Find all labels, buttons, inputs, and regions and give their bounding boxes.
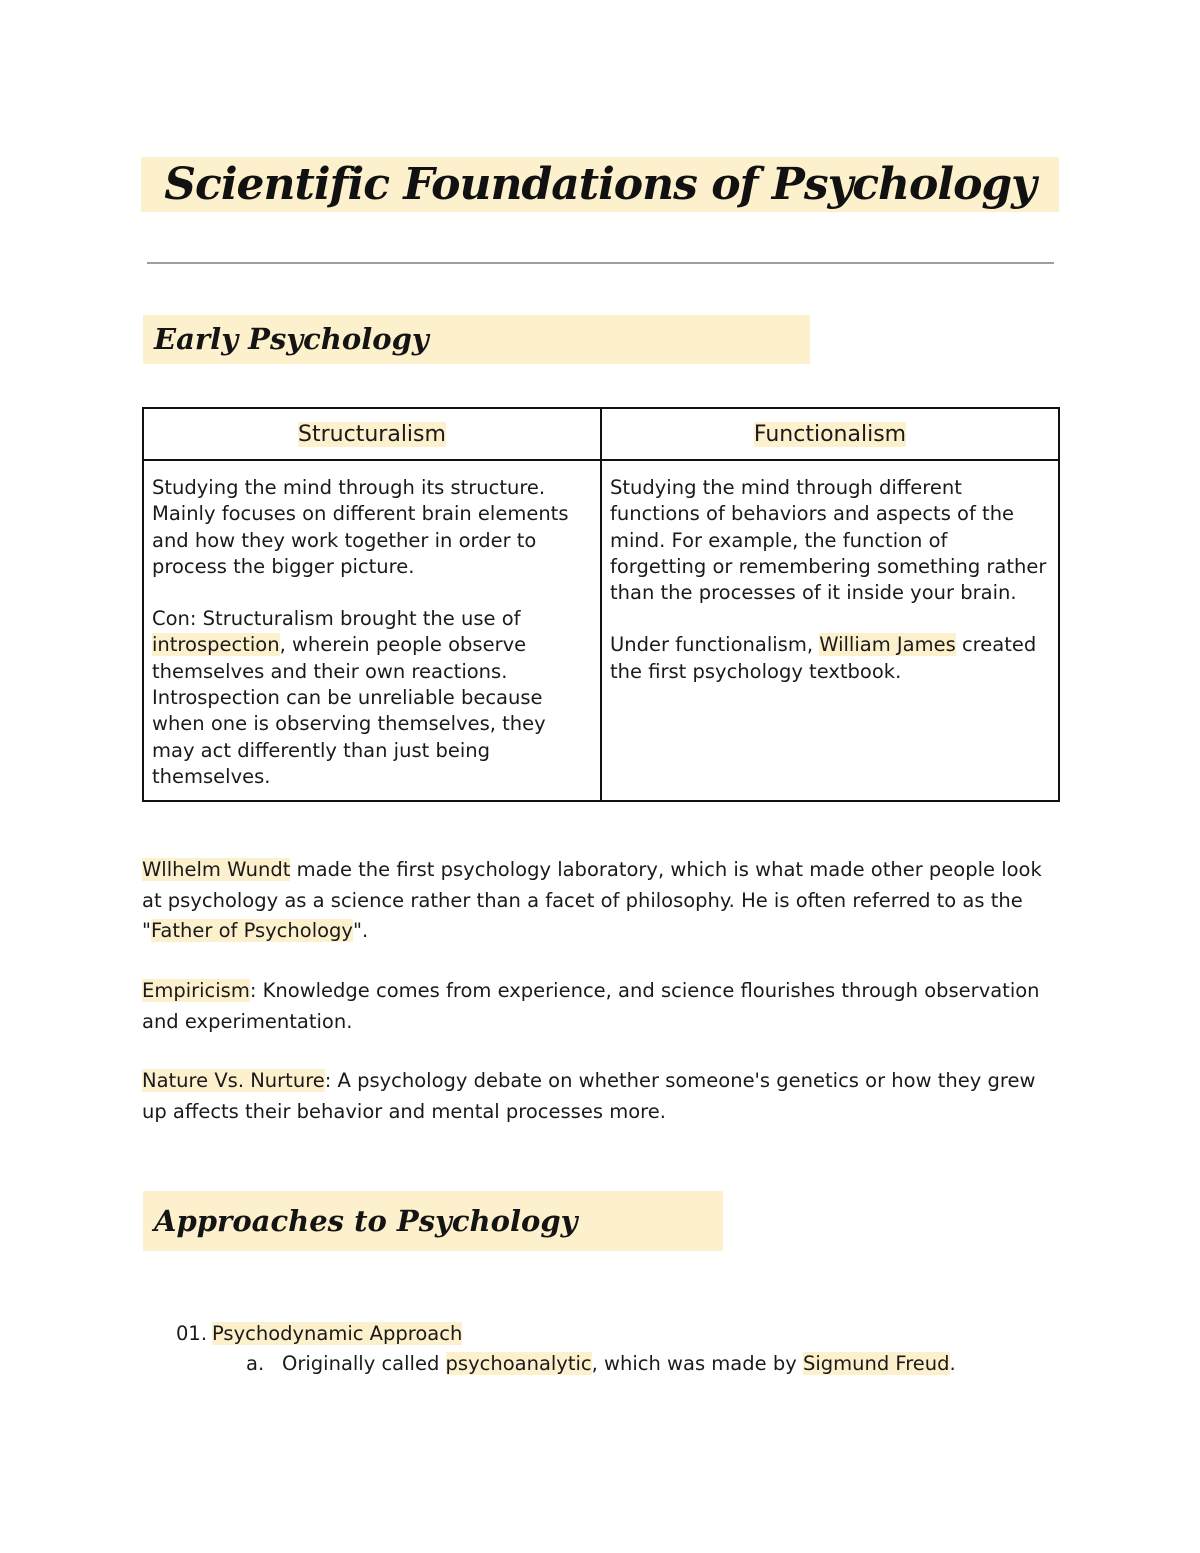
sub-list-item xyxy=(246,1350,956,1378)
note-text-pre: Under functionalism, xyxy=(610,633,820,657)
con-text-pre: Con: Structuralism brought the use of xyxy=(152,607,521,631)
empiricism-text: : Knowledge comes from experience, and science flourishes through observation and experimentation. xyxy=(142,979,1040,1033)
nature-nurture-paragraph xyxy=(142,1066,1052,1127)
title-banner xyxy=(141,157,1059,212)
functionalism-cell xyxy=(601,460,1059,801)
father-of-psychology-term: Father of Psychology xyxy=(150,919,353,942)
functionalism-label: Functionalism xyxy=(753,421,907,447)
sub-item-text-pre: Originally called xyxy=(282,1352,446,1375)
note-text-post: created the first psychology textbook. xyxy=(610,633,1037,683)
table-header-structuralism xyxy=(143,408,601,460)
empiricism-term: Empiricism xyxy=(142,979,250,1002)
sub-item-text-end: . xyxy=(949,1352,956,1375)
page-title: Scientific Foundations of Psychology xyxy=(164,159,1036,210)
list-number: 01. xyxy=(176,1322,208,1345)
structuralism-definition: Studying the mind through its structure. Mainly focuses on different brain elements and how they work together in order to process the bigger picture. xyxy=(152,476,569,578)
structuralism-con xyxy=(152,606,590,790)
wundt-term: Wllhelm Wundt xyxy=(142,858,291,881)
wundt-text-end: ". xyxy=(352,919,369,942)
structuralism-label: Structuralism xyxy=(298,421,446,447)
wundt-paragraph xyxy=(142,855,1052,947)
con-text-post: , wherein people observe themselves and their own reactions. Introspection can be unreliable because when one is observing themselves, they may act differently than just being themselves. xyxy=(152,633,546,788)
table-header-functionalism xyxy=(601,408,1059,460)
introspection-term: introspection xyxy=(152,633,280,657)
sigmund-freud-term: Sigmund Freud xyxy=(802,1352,950,1375)
sub-item-text-mid: , which was made by xyxy=(591,1352,803,1375)
table-row xyxy=(143,460,1059,801)
section-heading-approaches: Approaches to Psychology xyxy=(143,1191,723,1251)
william-james-term: William James xyxy=(819,633,956,657)
table-header-row xyxy=(143,408,1059,460)
nature-nurture-term: Nature Vs. Nurture xyxy=(142,1069,325,1092)
list-item xyxy=(176,1320,462,1348)
horizontal-divider xyxy=(147,262,1054,264)
psychoanalytic-term: psychoanalytic xyxy=(445,1352,592,1375)
sub-list-letter: a. xyxy=(246,1352,265,1375)
functionalism-note xyxy=(610,632,1048,685)
section-heading-early-psychology: Early Psychology xyxy=(143,315,810,364)
comparison-table xyxy=(142,407,1060,802)
structuralism-cell xyxy=(143,460,601,801)
nature-nurture-text: : A psychology debate on whether someone's genetics or how they grew up affects their behavior and mental processes more. xyxy=(142,1069,1036,1123)
psychodynamic-term: Psychodynamic Approach xyxy=(212,1322,463,1345)
empiricism-paragraph xyxy=(142,976,1052,1037)
functionalism-definition: Studying the mind through different functions of behaviors and aspects of the mind. For example, the function of forgetting or remembering something rather than the processes of it inside your brain. xyxy=(610,476,1047,605)
wundt-text: made the first psychology laboratory, which is what made other people look at psychology as a science rather than a facet of philosophy. He is often referred to as the " xyxy=(142,858,1042,942)
